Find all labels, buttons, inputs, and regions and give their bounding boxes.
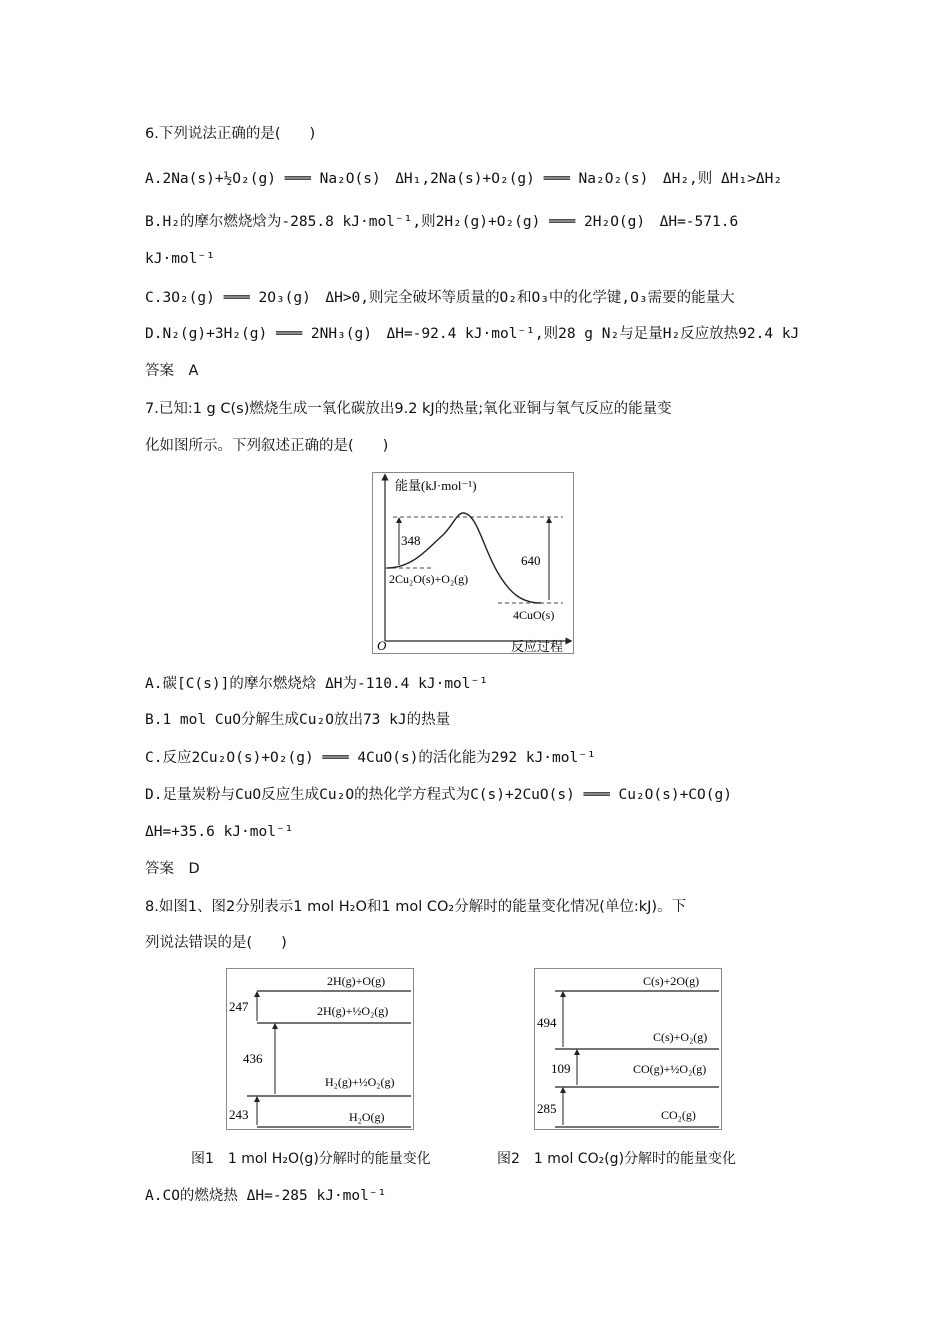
q7-option-c: C.反应2Cu₂O(s)+O₂(g) ═══ 4CuO(s)的活化能为292 kJ·mol⁻¹ bbox=[145, 750, 596, 766]
q7-energy-svg bbox=[373, 473, 573, 653]
q6-option-b-cont: kJ·mol⁻¹ bbox=[145, 251, 215, 267]
q6-stem: 6.下列说法正确的是( ) bbox=[145, 126, 316, 142]
q8-fig2-svg bbox=[535, 969, 721, 1129]
q8-stem-line1: 8.如图1、图2分别表示1 mol H₂O和1 mol CO₂分解时的能量变化情况(单位:kJ)。下 bbox=[145, 899, 687, 915]
q7-y-label: 能量(kJ·mol⁻¹) bbox=[395, 478, 477, 493]
q7-answer: 答案 D bbox=[145, 861, 200, 877]
q7-energy-curve bbox=[387, 513, 541, 603]
q8-stem-line2: 列说法错误的是( ) bbox=[145, 935, 287, 951]
q8-fig1-svg bbox=[227, 969, 413, 1129]
fig1-value-436: 436 bbox=[243, 1051, 263, 1066]
q8-figure-2 bbox=[534, 968, 722, 1130]
q7-option-d-cont: ΔH=+35.6 kJ·mol⁻¹ bbox=[145, 824, 294, 840]
q7-origin-label: O bbox=[377, 638, 387, 653]
fig1-level-label-1: 2H(g)+O(g) bbox=[327, 974, 386, 988]
fig2-level-label-4: CO₂(g) bbox=[661, 1108, 696, 1122]
fig2-value-285: 285 bbox=[537, 1101, 557, 1116]
q7-stem-line1: 7.已知:1 g C(s)燃烧生成一氧化碳放出9.2 kJ的热量;氧化亚铜与氧气反应的能量变 bbox=[145, 401, 672, 417]
q7-products-label: 4CuO(s) bbox=[513, 608, 555, 622]
q8-figure-1-caption: 图1 1 mol H₂O(g)分解时的能量变化 bbox=[191, 1151, 431, 1167]
fig1-value-247: 247 bbox=[229, 999, 249, 1014]
q7-value-348: 348 bbox=[401, 533, 421, 548]
fig2-value-494: 494 bbox=[537, 1015, 557, 1030]
q7-energy-diagram bbox=[372, 472, 574, 654]
fig1-level-label-4: H₂O(g) bbox=[349, 1110, 385, 1124]
q7-reactants-label: 2Cu₂O(s)+O₂(g) bbox=[389, 572, 469, 586]
q6-answer: 答案 A bbox=[145, 363, 199, 379]
fig2-value-109: 109 bbox=[551, 1061, 571, 1076]
q8-figure-1 bbox=[226, 968, 414, 1130]
fig2-level-label-3: CO(g)+½O₂(g) bbox=[633, 1062, 707, 1076]
q6-option-d: D.N₂(g)+3H₂(g) ═══ 2NH₃(g) ΔH=-92.4 kJ·mol⁻¹,则28 g N₂与足量H₂反应放热92.4 kJ bbox=[145, 326, 800, 342]
q7-option-b: B.1 mol CuO分解生成Cu₂O放出73 kJ的热量 bbox=[145, 712, 451, 728]
q7-option-d: D.足量炭粉与CuO反应生成Cu₂O的热化学方程式为C(s)+2CuO(s) ═══ Cu₂O(s)+CO(g) bbox=[145, 787, 732, 803]
q6-option-c: C.3O₂(g) ═══ 2O₃(g) ΔH>0,则完全破坏等质量的O₂和O₃中的化学键,O₃需要的能量大 bbox=[145, 290, 735, 306]
q7-value-640: 640 bbox=[521, 553, 541, 568]
fig2-level-label-2: C(s)+O₂(g) bbox=[653, 1030, 708, 1044]
q7-option-a: A.碳[C(s)]的摩尔燃烧焓 ΔH为-110.4 kJ·mol⁻¹ bbox=[145, 676, 488, 692]
q6-option-a: A.2Na(s)+½O₂(g) ═══ Na₂O(s) ΔH₁,2Na(s)+O₂(g) ═══ Na₂O₂(s) ΔH₂,则 ΔH₁>ΔH₂ bbox=[145, 171, 783, 187]
q8-figure-2-caption: 图2 1 mol CO₂(g)分解时的能量变化 bbox=[497, 1151, 737, 1167]
q6-option-b: B.H₂的摩尔燃烧焓为-285.8 kJ·mol⁻¹,则2H₂(g)+O₂(g) ═══ 2H₂O(g) ΔH=-571.6 bbox=[145, 214, 739, 230]
fig2-level-label-1: C(s)+2O(g) bbox=[643, 974, 700, 988]
fig1-level-label-2: 2H(g)+½O₂(g) bbox=[317, 1004, 389, 1018]
q7-stem-line2: 化如图所示。下列叙述正确的是( ) bbox=[145, 438, 389, 454]
q8-option-a: A.CO的燃烧热 ΔH=-285 kJ·mol⁻¹ bbox=[145, 1188, 387, 1204]
fig1-value-243: 243 bbox=[229, 1107, 249, 1122]
q7-x-label: 反应过程 bbox=[511, 639, 564, 653]
fig1-level-label-3: H₂(g)+½O₂(g) bbox=[325, 1075, 395, 1089]
